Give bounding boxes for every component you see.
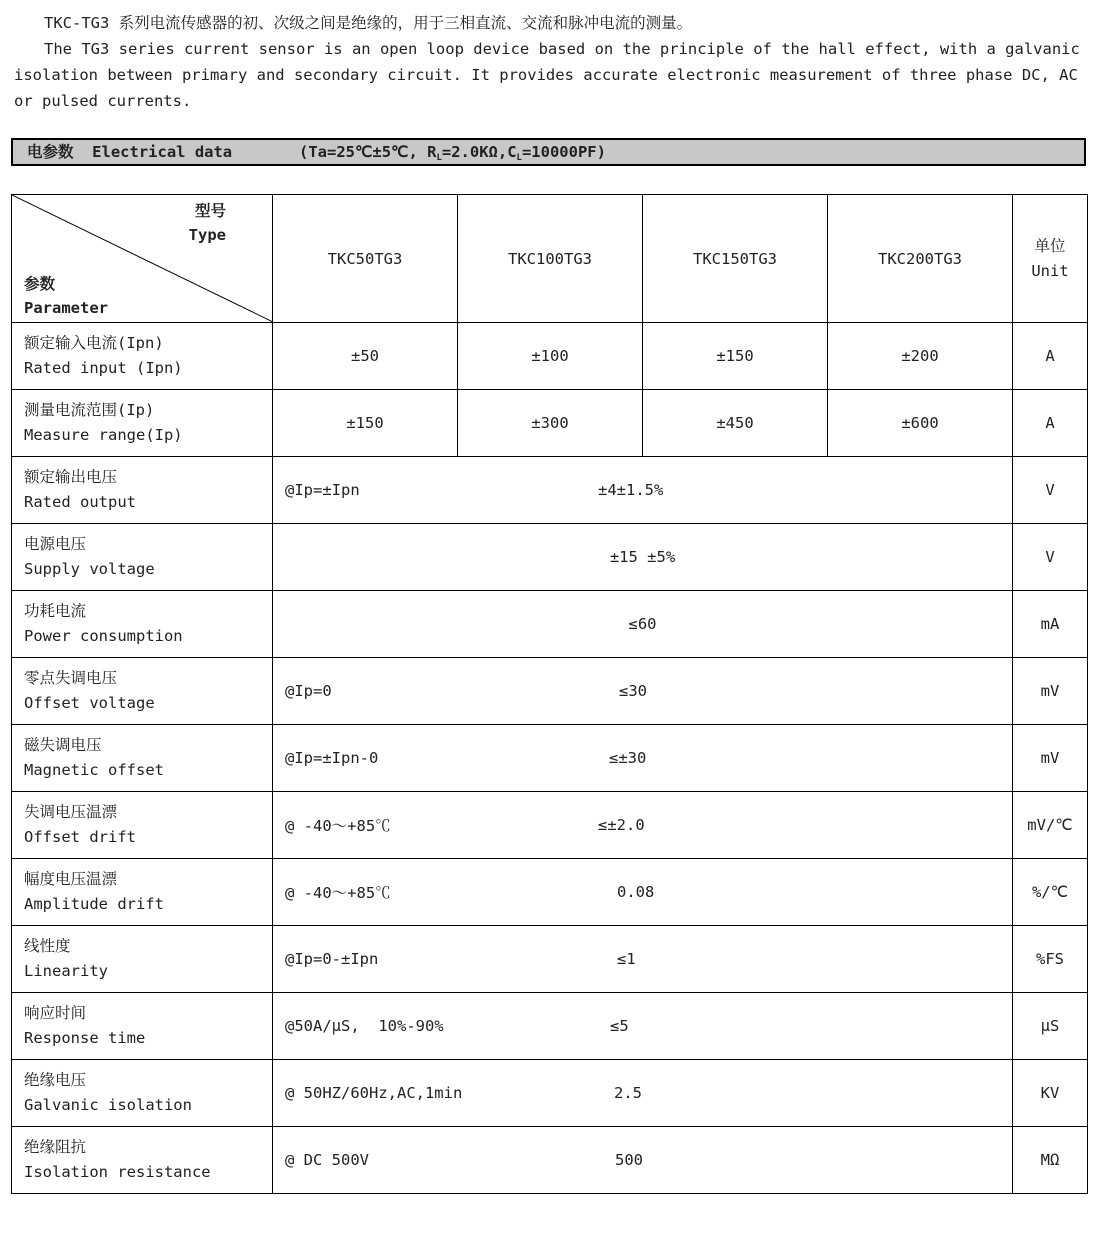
table-row [12,457,1088,524]
intro-en: The TG3 series current sensor is an open loop device based on the principle of the hall effect, with a galvanic isolation between primary and secondary circuit. It provides accurate electronic measurement of three phase DC, AC or pulsed currents. [14,40,1080,110]
table-row [12,725,1088,792]
parameter-name [12,859,273,926]
type-header: 型号 Type [188,202,226,244]
section-label: 电参数 Electrical data [27,143,233,161]
parameter-name-cn: 磁失调电压 [24,736,102,754]
electrical-data-table [11,194,1088,1194]
value: ≤1 [617,950,636,968]
model-header: TKC200TG3 [828,195,1013,323]
parameter-name-en: Rated input (Ipn) [24,359,183,377]
unit-cell: mA [1013,591,1088,658]
header-corner-cell [12,195,272,322]
parameter-name-cn: 功耗电流 [24,602,87,620]
unit-cell: V [1013,457,1088,524]
parameter-name-cn: 电源电压 [24,535,87,553]
parameter-name-cn: 线性度 [24,937,71,955]
parameter-name [12,792,273,859]
parameter-name [12,390,273,457]
unit-cell: V [1013,524,1088,591]
value-cell [273,1060,1013,1127]
parameter-name-cn: 响应时间 [24,1004,87,1022]
value-cell: ±150 [643,323,828,390]
test-condition: @ DC 500V [285,1151,369,1169]
parameter-name [12,658,273,725]
parameter-name-en: Galvanic isolation [24,1096,192,1114]
test-condition: @50A/μS, 10%-90% [285,1017,444,1035]
parameter-name-en: Magnetic offset [24,761,164,779]
table-row [12,792,1088,859]
unit-cell: mV [1013,658,1088,725]
unit-header: 单位 Unit [1013,195,1088,323]
value-cell [273,725,1013,792]
test-condition: @Ip=0 [285,682,332,700]
parameter-name-en: Linearity [24,962,108,980]
intro-cn: TKC-TG3 系列电流传感器的初、次级之间是绝缘的，用于三相直流、交流和脉冲电流的测量。 [44,14,693,32]
value-cell [273,658,1013,725]
parameter-name [12,725,273,792]
parameter-name [12,323,273,390]
model-header: TKC100TG3 [458,195,643,323]
value-cell: ±200 [828,323,1013,390]
table-row [12,591,1088,658]
table-row [12,993,1088,1060]
value-cell: ≤60 [273,591,1013,658]
value-cell [273,792,1013,859]
intro-text [14,10,1088,114]
table-row [12,926,1088,993]
value-cell [273,859,1013,926]
value: ≤5 [610,1017,629,1035]
parameter-name-en: Offset voltage [24,694,155,712]
value-cell [273,457,1013,524]
unit-cell: mV [1013,725,1088,792]
parameter-name-en: Isolation resistance [24,1163,211,1181]
value-cell: ±600 [828,390,1013,457]
parameter-name [12,1060,273,1127]
parameter-name-cn: 绝缘阻抗 [24,1138,87,1156]
table-row [12,658,1088,725]
value: ≤±2.0 [598,816,645,834]
parameter-name-cn: 幅度电压温漂 [24,870,118,888]
parameter-name-en: Power consumption [24,627,183,645]
value-cell [273,993,1013,1060]
parameter-name [12,993,273,1060]
value: 500 [615,1151,643,1169]
unit-cell: A [1013,390,1088,457]
test-condition: @ -40～+85℃ [285,817,391,835]
value-cell: ±50 [273,323,458,390]
unit-cell: %FS [1013,926,1088,993]
value-cell: ±15 ±5% [273,524,1013,591]
value-cell: ±300 [458,390,643,457]
test-conditions: (Ta=25℃±5℃, $R_L=2.0K\Omega,C_L=10000PF$) [299,143,606,163]
value: ≤30 [619,682,647,700]
value: ±4±1.5% [598,481,664,499]
value: ≤±30 [609,749,647,767]
table-row [12,859,1088,926]
unit-cell: μS [1013,993,1088,1060]
value: 2.5 [614,1084,642,1102]
table-row [12,323,1088,390]
section-header-bar [11,138,1086,166]
parameter-name-en: Offset drift [24,828,136,846]
table-header-row [12,195,1088,323]
table-row [12,1127,1088,1194]
model-header: TKC50TG3 [273,195,458,323]
unit-cell: %/℃ [1013,859,1088,926]
unit-cell: MΩ [1013,1127,1088,1194]
parameter-name [12,457,273,524]
unit-cell: A [1013,323,1088,390]
test-condition: @ 50HZ/60Hz,AC,1min [285,1084,463,1102]
value-cell: ±450 [643,390,828,457]
parameter-name-cn: 零点失调电压 [24,669,118,687]
parameter-name-en: Amplitude drift [24,895,164,913]
unit-cell: mV/℃ [1013,792,1088,859]
table-row [12,524,1088,591]
parameter-name-en: Rated output [24,493,136,511]
test-condition: @ -40～+85℃ [285,884,391,902]
parameter-name-cn: 绝缘电压 [24,1071,87,1089]
table-row [12,1060,1088,1127]
parameter-name-cn: 测量电流范围(Ip) [24,401,155,419]
test-condition: @Ip=±Ipn-0 [285,749,379,767]
parameter-name [12,591,273,658]
parameter-name-en: Measure range(Ip) [24,426,183,444]
parameter-name-cn: 失调电压温漂 [24,803,118,821]
model-header: TKC150TG3 [643,195,828,323]
value-cell [273,926,1013,993]
parameter-name-en: Response time [24,1029,146,1047]
parameter-name [12,524,273,591]
parameter-name [12,926,273,993]
table-row [12,390,1088,457]
value-cell: ±100 [458,323,643,390]
parameter-name [12,1127,273,1194]
value: 0.08 [617,883,655,901]
parameter-name-cn: 额定输入电流(Ipn) [24,334,164,352]
value-cell [273,1127,1013,1194]
test-condition: @Ip=0-±Ipn [285,950,379,968]
unit-cell: KV [1013,1060,1088,1127]
parameter-name-en: Supply voltage [24,560,155,578]
parameter-name-cn: 额定输出电压 [24,468,118,486]
parameter-header: 参数 Parameter [24,275,108,317]
value-cell: ±150 [273,390,458,457]
test-condition: @Ip=±Ipn [285,481,360,499]
